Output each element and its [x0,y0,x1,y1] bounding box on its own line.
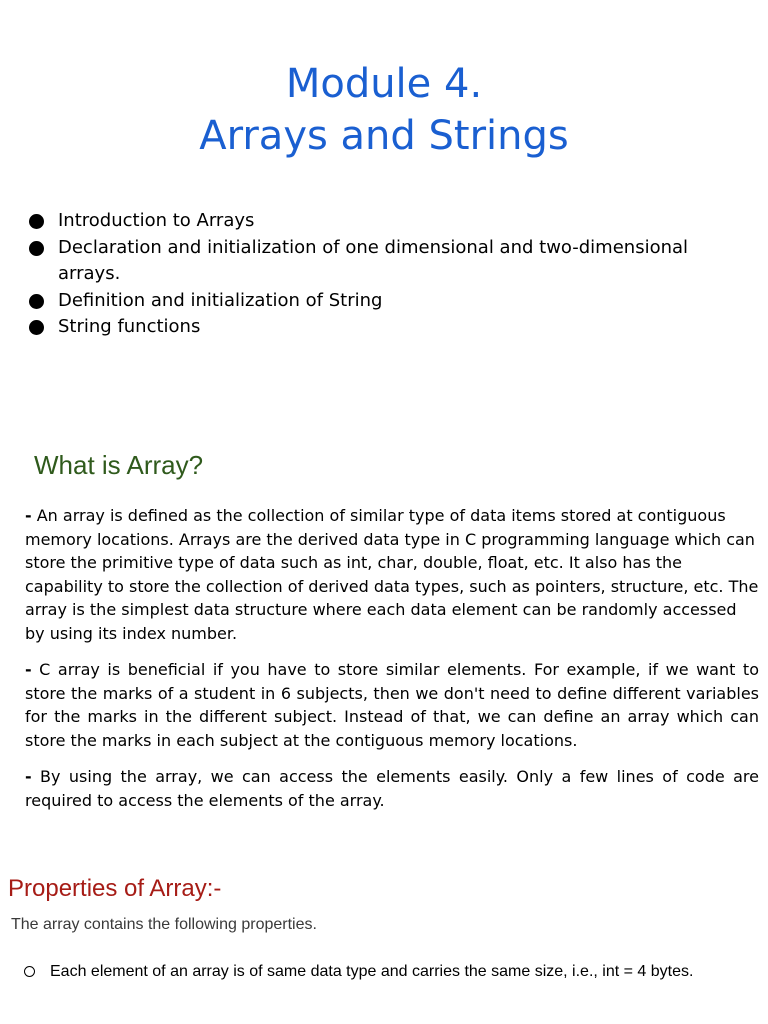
title-line-1: Module 4. [285,61,483,107]
title-line-2: Arrays and Strings [199,113,569,159]
array-paragraph-2 [25,658,759,752]
page-title [0,58,768,162]
what-is-array-heading: What is Array? [34,450,204,480]
dash-marker: - [25,767,32,786]
properties-intro: The array contains the following properties. [11,916,317,933]
topic-item: Declaration and initialization of one dimensional and two-dimensional arrays. [28,235,748,288]
properties-list [22,957,742,987]
topic-item: Definition and initialization of String [28,288,748,315]
topic-item: Introduction to Arrays [28,208,748,235]
paragraph-text: C array is beneficial if you have to store similar elements. For example, if we want to store the marks of a student in 6 subjects, then we don't need to define different variables for the marks in the different subject. Instead of that, we can define an array which can store the marks in each subject at the contiguous memory locations. [25,660,759,750]
array-paragraph-1 [25,504,759,646]
topics-list [28,208,748,341]
array-paragraph-3 [25,765,759,812]
properties-heading: Properties of Array:- [8,875,222,902]
dash-marker: - [25,660,32,679]
paragraph-text: An array is defined as the collection of similar type of data items stored at contiguous memory locations. Arrays are the derived data type in C programming language which can store the primitive type of data such as int, char, double, float, etc. It also has the capability to store the collection of derived data types, such as pointers, structure, etc. The array is the simplest data structure where each data element can be randomly accessed by using its index number. [25,506,759,643]
property-item: Each element of an array is of same data type and carries the same size, i.e., int = 4 bytes. [22,957,742,987]
dash-marker: - [25,506,32,525]
topic-item: String functions [28,314,748,341]
paragraph-text: By using the array, we can access the elements easily. Only a few lines of code are required to access the elements of the array. [25,767,759,810]
